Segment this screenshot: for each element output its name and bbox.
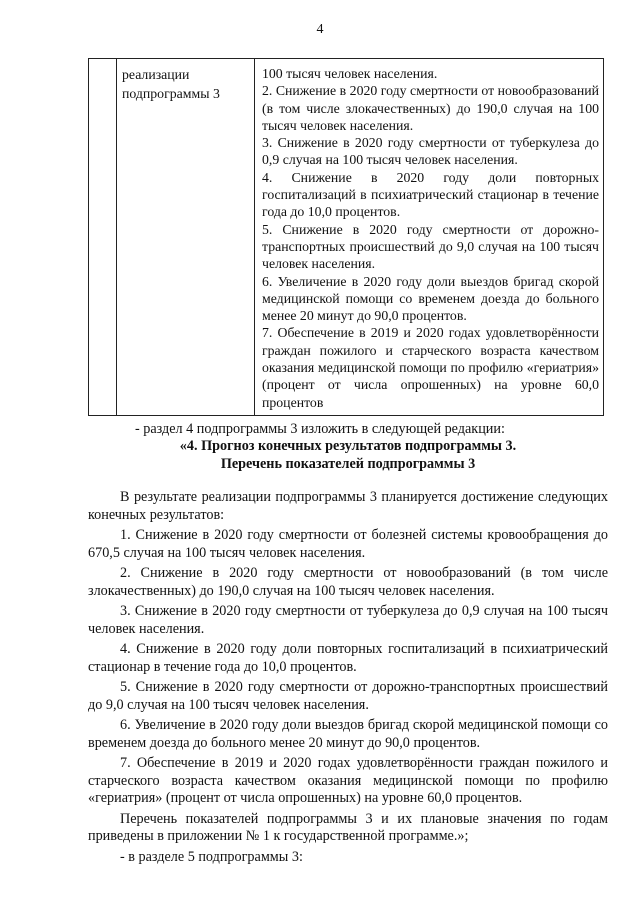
table-column-divider [254,59,255,415]
paragraph: 1. Снижение в 2020 году смертности от болезней системы кровообращения до 670,5 случая на 100 тысяч человек населения. [88,527,608,561]
indicator-table [88,58,604,416]
table-column-divider [116,59,117,415]
paragraph: 4. Снижение в 2020 году доли повторных госпитализаций в психиатрический стационар в течение года до 10,0 процентов. [88,641,608,675]
table-item: 7. Обеспечение в 2019 и 2020 годах удовлетворённости граждан пожилого и старческого возраста качеством оказания медицинской помощи по профилю «гериатрия» (процент от числа опрошенных) на уровне 60,0 процентов [262,325,599,410]
table-left-cell [122,65,262,103]
heading-line: Перечень показателей подпрограммы 3 [220,455,476,472]
paragraph: 2. Снижение в 2020 году смертности от новообразований (в том числе злокачественных) до 190,0 случая на 100 тысяч человек населения. [88,565,608,599]
paragraph: В результате реализации подпрограммы 3 планируется достижение следующих конечных результатов: [88,489,608,523]
paragraph: 3. Снижение в 2020 году смертности от туберкулеза до 0,9 случая на 100 тысяч человек населения. [88,603,608,637]
paragraph: - в разделе 5 подпрограммы 3: [120,848,303,865]
left-cell-line: подпрограммы 3 [122,86,220,101]
table-item: 3. Снижение в 2020 году смертности от туберкулеза до 0,9 случая на 100 тысяч человек населения. [262,135,599,168]
section-body [88,489,608,866]
table-item: 5. Снижение в 2020 году смертности от дорожно-транспортных происшествий до 9,0 случая на 100 тысяч человек населения. [262,221,599,272]
table-item: 100 тысяч человек населения. [262,66,438,81]
paragraph: 6. Увеличение в 2020 году доли выездов бригад скорой медицинской помощи со временем доезда до больного менее 20 минут до 90,0 процентов. [88,717,608,751]
intro-line: - раздел 4 подпрограммы 3 изложить в следующей редакции: [135,421,505,437]
table-right-cell [262,65,599,411]
table-item: 6. Увеличение в 2020 году доли выездов бригад скорой медицинской помощи со временем доезда до больного менее 20 минут до 90,0 процентов. [262,273,599,324]
section-heading [88,438,608,473]
paragraph: 5. Снижение в 2020 году смертности от дорожно-транспортных происшествий до 9,0 случая на 100 тысяч человек населения. [88,679,608,713]
left-cell-line: реализации [122,67,190,82]
page-number: 4 [316,22,324,37]
paragraph: 7. Обеспечение в 2019 и 2020 годах удовлетворённости граждан пожилого и старческого возраста качеством оказания медицинской помощи по профилю «гериатрия» (процент от числа опрошенных) на уровне 60,0 процентов. [88,755,608,806]
paragraph: Перечень показателей подпрограммы 3 и их плановые значения по годам приведены в приложении № 1 к государственной программе.»; [88,810,608,844]
table-item: 2. Снижение в 2020 году смертности от новообразований (в том числе злокачественных) до 190,0 случая на 100 тысяч человек населения. [262,83,599,133]
table-item: 4. Снижение в 2020 году доли повторных госпитализаций в психиатрический стационар в течение года до 10,0 процентов. [262,169,599,220]
heading-line: «4. Прогноз конечных результатов подпрограммы 3. [179,438,517,454]
